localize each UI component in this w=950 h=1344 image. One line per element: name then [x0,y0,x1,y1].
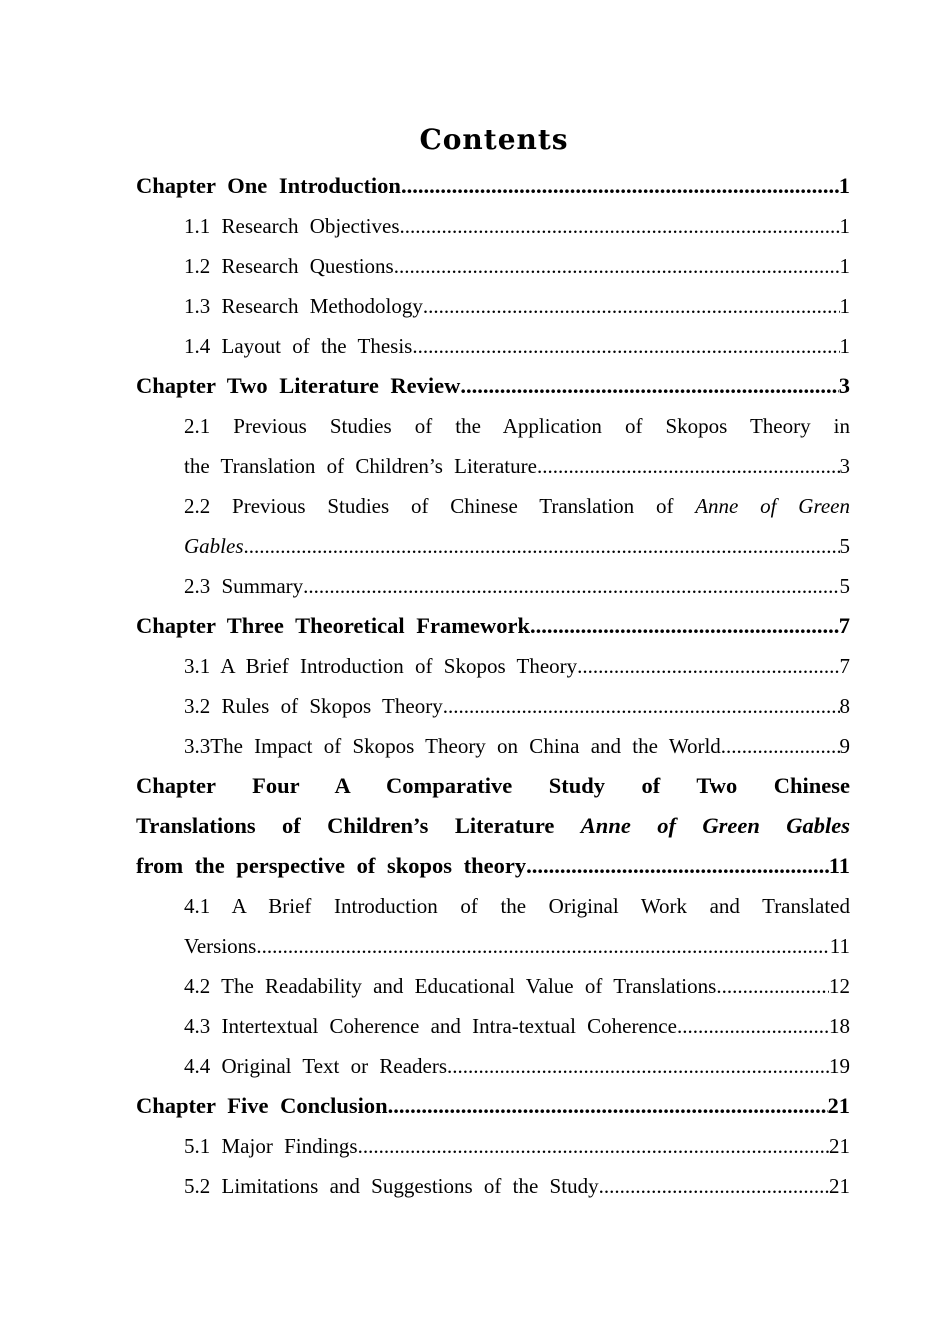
toc-section-1-3[interactable] [136,286,850,326]
toc-entry-title: 2.2 Previous Studies of Chinese Translation of [184,494,696,518]
toc-entry-title-continued: the Translation of Children’s Literature [184,454,537,478]
toc-entry-title: 4.3 Intertextual Coherence and Intra-textual Coherence [184,1014,677,1038]
toc-entry-title: 1.4 Layout of the Thesis [184,334,413,358]
dot-leader [256,926,829,966]
page-number: 3 [838,373,850,398]
toc-chapter-1[interactable] [136,166,850,206]
table-of-contents [136,166,850,1206]
toc-entry-title: Chapter One Introduction [136,173,401,198]
page-number: 1 [839,334,850,358]
toc-section-2-1-line-2[interactable] [136,446,850,486]
page-number: 7 [839,654,850,678]
toc-chapter-4-line-1[interactable] [136,766,850,806]
page-number: 8 [839,694,850,718]
dot-leader [303,566,839,606]
page-number: 11 [828,853,850,878]
toc-chapter-2[interactable] [136,366,850,406]
dot-leader [244,526,840,566]
toc-entry-title: 5.1 Major Findings [184,1134,358,1158]
page-number: 11 [829,934,850,958]
toc-chapter-4-line-2[interactable] [136,806,850,846]
toc-section-3-2[interactable] [136,686,850,726]
dot-leader [530,606,839,646]
page-number: 1 [839,214,850,238]
page-number: 9 [839,734,850,758]
toc-section-2-2-line-1[interactable] [136,486,850,526]
dot-leader [716,966,829,1006]
toc-section-2-2-line-2[interactable] [136,526,850,566]
toc-section-4-1-line-2[interactable] [136,926,850,966]
toc-section-4-1-line-1[interactable] [136,886,850,926]
page-number: 1 [839,254,850,278]
toc-section-1-1[interactable] [136,206,850,246]
toc-section-3-1[interactable] [136,646,850,686]
toc-entry-title: Chapter Three Theoretical Framework [136,613,530,638]
page-number: 21 [827,1093,850,1118]
toc-entry-title: 1.2 Research Questions [184,254,394,278]
toc-section-1-2[interactable] [136,246,850,286]
toc-entry-title: 4.4 Original Text or Readers [184,1054,447,1078]
toc-section-2-3[interactable] [136,566,850,606]
toc-entry-title-continued: from the perspective of skopos theory [136,853,527,878]
dot-leader [447,1046,829,1086]
toc-chapter-5[interactable] [136,1086,850,1126]
dot-leader [394,246,840,286]
toc-entry-title-continued: Translations of Children’s Literature [136,813,581,838]
toc-entry-title: 2.1 Previous Studies of the Application of Skopos Theory in [184,414,850,438]
toc-chapter-4-line-3[interactable] [136,846,850,886]
toc-section-4-3[interactable] [136,1006,850,1046]
toc-entry-title: 5.2 Limitations and Suggestions of the Study [184,1174,599,1198]
toc-section-3-3[interactable] [136,726,850,766]
dot-leader [677,1006,829,1046]
toc-entry-title: 3.1 A Brief Introduction of Skopos Theory [184,654,578,678]
dot-leader [537,446,840,486]
toc-section-5-1[interactable] [136,1126,850,1166]
page-number: 21 [829,1174,850,1198]
book-title-italic: Anne of Green [695,494,850,518]
dot-leader [412,326,839,366]
page-number: 18 [829,1014,850,1038]
page-number: 1 [838,173,850,198]
dot-leader [401,166,839,206]
page-number: 12 [829,974,850,998]
dot-leader [721,726,840,766]
toc-section-4-4[interactable] [136,1046,850,1086]
toc-entry-title: 4.1 A Brief Introduction of the Original Work and Translated [184,894,850,918]
page-number: 3 [839,454,850,478]
page-number: 19 [829,1054,850,1078]
toc-entry-title: 2.3 Summary [184,574,304,598]
dot-leader [599,1166,829,1206]
toc-chapter-3[interactable] [136,606,850,646]
book-title-italic: Gables [184,534,244,558]
page-number: 5 [839,574,850,598]
toc-entry-title: 3.3The Impact of Skopos Theory on China and the World [184,734,721,758]
dot-leader [400,206,840,246]
toc-section-5-2[interactable] [136,1166,850,1206]
toc-entry-title: 4.2 The Readability and Educational Value of Translations [184,974,717,998]
book-title-italic: Anne of Green Gables [580,813,850,838]
page-number: 7 [838,613,850,638]
toc-entry-title: 1.1 Research Objectives [184,214,400,238]
dot-leader [526,846,829,886]
dot-leader [443,686,840,726]
toc-section-2-1-line-1[interactable] [136,406,850,446]
page-number: 5 [839,534,850,558]
toc-entry-title: Chapter Five Conclusion [136,1093,388,1118]
dot-leader [358,1126,829,1166]
dot-leader [388,1086,828,1126]
toc-entry-title: 1.3 Research Methodology [184,294,423,318]
toc-entry-title: 3.2 Rules of Skopos Theory [184,694,443,718]
dot-leader [460,366,838,406]
toc-section-1-4[interactable] [136,326,850,366]
dot-leader [577,646,839,686]
toc-section-4-2[interactable] [136,966,850,1006]
toc-entry-title: Chapter Four A Comparative Study of Two Chinese [136,773,850,798]
page-title: Contents [419,123,569,156]
dot-leader [423,286,840,326]
page-number: 1 [839,294,850,318]
toc-entry-title: Chapter Two Literature Review [136,373,461,398]
page-number: 21 [829,1134,850,1158]
toc-entry-title-continued: Versions [184,934,257,958]
